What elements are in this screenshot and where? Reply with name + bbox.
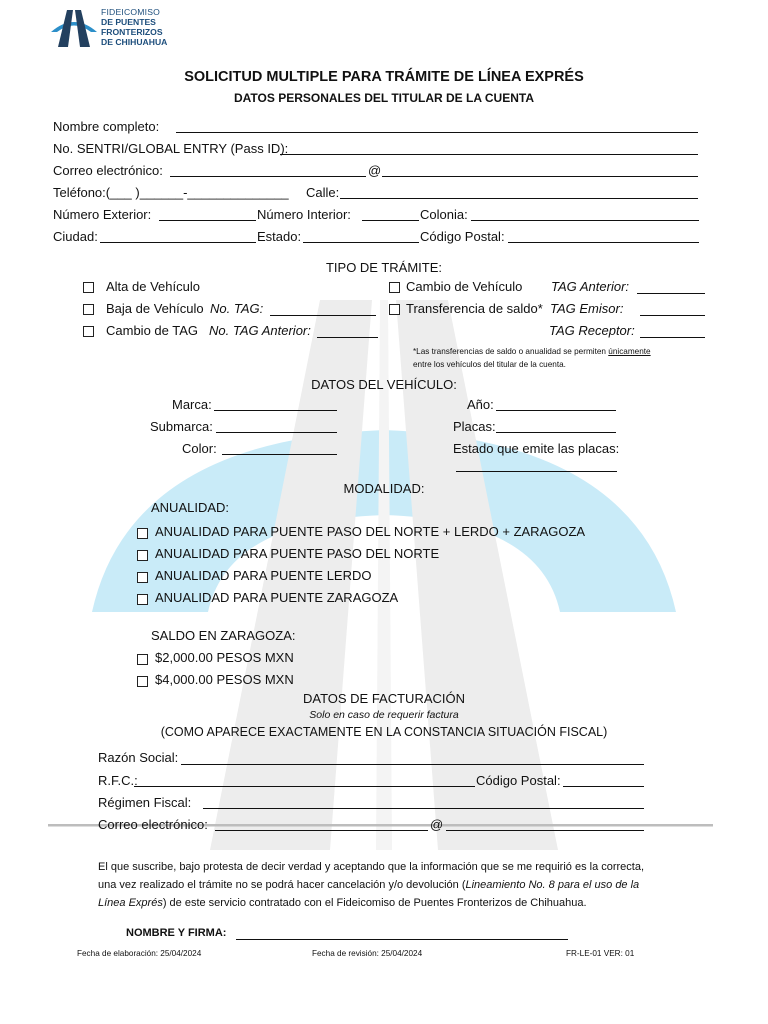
label-saldo-4000: $4,000.00 PESOS MXN [155,672,294,687]
field-nombre[interactable] [176,132,698,133]
label-estado: Estado: [257,229,302,244]
label-tag-anterior: TAG Anterior: [551,279,630,294]
declaracion-text-b: ) de este servicio contratado con el Fideicomiso de Puentes Fronterizos de Chihuahua. [162,897,587,909]
facturacion-note: (COMO APARECE EXACTAMENTE EN LA CONSTANCIA SITUACIÓN FISCAL) [160,725,608,739]
facturacion-sub: Solo en caso de requerir factura [309,709,459,721]
label-no-tag: No. TAG: [210,301,264,316]
note-emphasis: únicamente [608,347,651,356]
label-factura-correo-at: @ [430,817,444,832]
label-no-tag-anterior: No. TAG Anterior: [209,323,311,338]
label-alta-vehiculo: Alta de Vehículo [106,279,200,294]
label-nombre: Nombre completo: [53,119,160,134]
field-colonia[interactable] [471,220,699,221]
bridge-logo-icon [50,8,98,48]
checkbox-saldo-4000[interactable] [137,676,148,687]
checkbox-anualidad-lerdo[interactable] [137,572,148,583]
note-text: *Las transferencias de saldo o anualidad se permiten [413,347,609,356]
field-no-tag[interactable] [270,315,376,316]
form-title: SOLICITUD MULTIPLE PARA TRÁMITE DE LÍNEA EXPRÉS [184,69,584,85]
logo-text [101,7,167,47]
field-estado[interactable] [303,242,419,243]
label-cambio-vehiculo: Cambio de Vehículo [406,279,523,294]
declaracion-text-a: una vez realizado el trámite no se podrá hacer cancelación y/o devolución ( [98,879,466,891]
logo-line-4: DE CHIHUAHUA [101,37,168,47]
checkbox-cambio-tag[interactable] [83,326,94,337]
label-ciudad: Ciudad: [53,229,98,244]
label-transferencia-saldo: Transferencia de saldo* [406,301,543,316]
field-anio[interactable] [496,410,616,411]
field-factura-correo-usuario[interactable] [215,830,428,831]
label-nombre-firma: NOMBRE Y FIRMA: [126,927,227,939]
field-estado-placas[interactable] [456,471,617,472]
declaracion-lineamiento: Lineamiento No. 8 para el uso de la [465,879,640,891]
label-estado-placas: Estado que emite las placas: [453,441,620,456]
label-tag-receptor: TAG Receptor: [549,323,635,338]
field-factura-correo-dominio[interactable] [446,830,644,831]
transferencia-note-line1 [413,347,651,356]
label-sentri: No. SENTRI/GLOBAL ENTRY (Pass ID): [53,141,289,156]
declaracion-line2 [98,879,639,891]
field-rfc[interactable] [134,786,475,787]
label-tag-emisor: TAG Emisor: [550,301,624,316]
field-no-tag-anterior[interactable] [317,337,378,338]
label-anualidad-lerdo: ANUALIDAD PARA PUENTE LERDO [155,568,372,583]
checkbox-anualidad-paso-norte[interactable] [137,550,148,561]
footer-fecha-revision: Fecha de revisión: 25/04/2024 [312,949,423,958]
transferencia-note-line2: entre los vehículos del titular de la cuenta. [413,360,566,369]
label-baja-vehiculo: Baja de Vehículo [106,301,204,316]
field-calle[interactable] [340,198,698,199]
checkbox-baja-vehiculo[interactable] [83,304,94,315]
label-correo-at: @ [368,163,382,178]
label-regimen-fiscal: Régimen Fiscal: [98,795,192,810]
footer-fecha-elaboracion: Fecha de elaboración: 25/04/2024 [77,949,202,958]
label-factura-correo: Correo electrónico: [98,817,208,832]
label-razon-social: Razón Social: [98,750,179,765]
checkbox-anualidad-todos[interactable] [137,528,148,539]
field-num-ext[interactable] [159,220,256,221]
declaracion-line3 [98,897,587,909]
label-factura-cp: Código Postal: [476,773,561,788]
label-anualidad-zaragoza: ANUALIDAD PARA PUENTE ZARAGOZA [155,590,399,605]
label-marca: Marca: [172,397,212,412]
label-saldo-2000: $2,000.00 PESOS MXN [155,650,294,665]
form-subtitle: DATOS PERSONALES DEL TITULAR DE LA CUENTA [233,91,534,105]
label-colonia: Colonia: [420,207,468,222]
checkbox-alta-vehiculo[interactable] [83,282,94,293]
label-num-int: Número Interior: [257,207,351,222]
logo-line-3: FRONTERIZOS [101,27,163,37]
field-regimen-fiscal[interactable] [203,808,644,809]
checkbox-saldo-2000[interactable] [137,654,148,665]
modalidad-heading: MODALIDAD: [343,481,425,496]
field-nombre-firma[interactable] [236,939,568,940]
field-ciudad[interactable] [100,242,256,243]
field-factura-cp[interactable] [563,786,644,787]
label-anualidad-todos: ANUALIDAD PARA PUENTE PASO DEL NORTE + LERDO + ZARAGOZA [155,524,586,539]
label-cp: Código Postal: [420,229,505,244]
label-calle: Calle: [306,185,340,200]
label-anualidad: ANUALIDAD: [151,500,230,515]
vehiculo-heading: DATOS DEL VEHÍCULO: [311,377,457,392]
tramite-heading: TIPO DE TRÁMITE: [325,260,443,275]
field-correo-dominio[interactable] [382,176,698,177]
label-telefono: Teléfono:(___ )______-______________ [53,185,289,200]
checkbox-anualidad-zaragoza[interactable] [137,594,148,605]
label-placas: Placas: [453,419,496,434]
footer-codigo: FR-LE-01 VER: 01 [566,949,635,958]
field-cp[interactable] [508,242,699,243]
label-cambio-tag: Cambio de TAG [106,323,199,338]
declaracion-linea-expres: Línea Exprés [98,897,163,909]
facturacion-heading: DATOS DE FACTURACIÓN [302,691,466,706]
checkbox-transferencia-saldo[interactable] [389,304,400,315]
label-anio: Año: [467,397,494,412]
label-saldo-zaragoza: SALDO EN ZARAGOZA: [151,628,296,643]
field-placas[interactable] [496,432,616,433]
checkbox-cambio-vehiculo[interactable] [389,282,400,293]
field-sentri[interactable] [280,154,698,155]
label-num-ext: Número Exterior: [53,207,152,222]
label-correo: Correo electrónico: [53,163,163,178]
field-marca[interactable] [214,410,337,411]
logo-line-2: DE PUENTES [101,17,156,27]
field-submarca[interactable] [216,432,337,433]
label-rfc: R.F.C.: [98,773,138,788]
field-correo-usuario[interactable] [170,176,366,177]
label-anualidad-paso-norte: ANUALIDAD PARA PUENTE PASO DEL NORTE [155,546,440,561]
declaracion-line1: El que suscribe, bajo protesta de decir verdad y aceptando que la información que se me requirió es la correcta, [98,861,645,873]
label-submarca: Submarca: [150,419,213,434]
field-tag-emisor[interactable] [640,315,705,316]
field-razon-social[interactable] [181,764,644,765]
field-tag-receptor[interactable] [640,337,705,338]
field-color[interactable] [222,454,337,455]
field-tag-anterior[interactable] [637,293,705,294]
logo-line-1: FIDEICOMISO [101,7,161,17]
field-num-int[interactable] [362,220,419,221]
label-color: Color: [182,441,217,456]
